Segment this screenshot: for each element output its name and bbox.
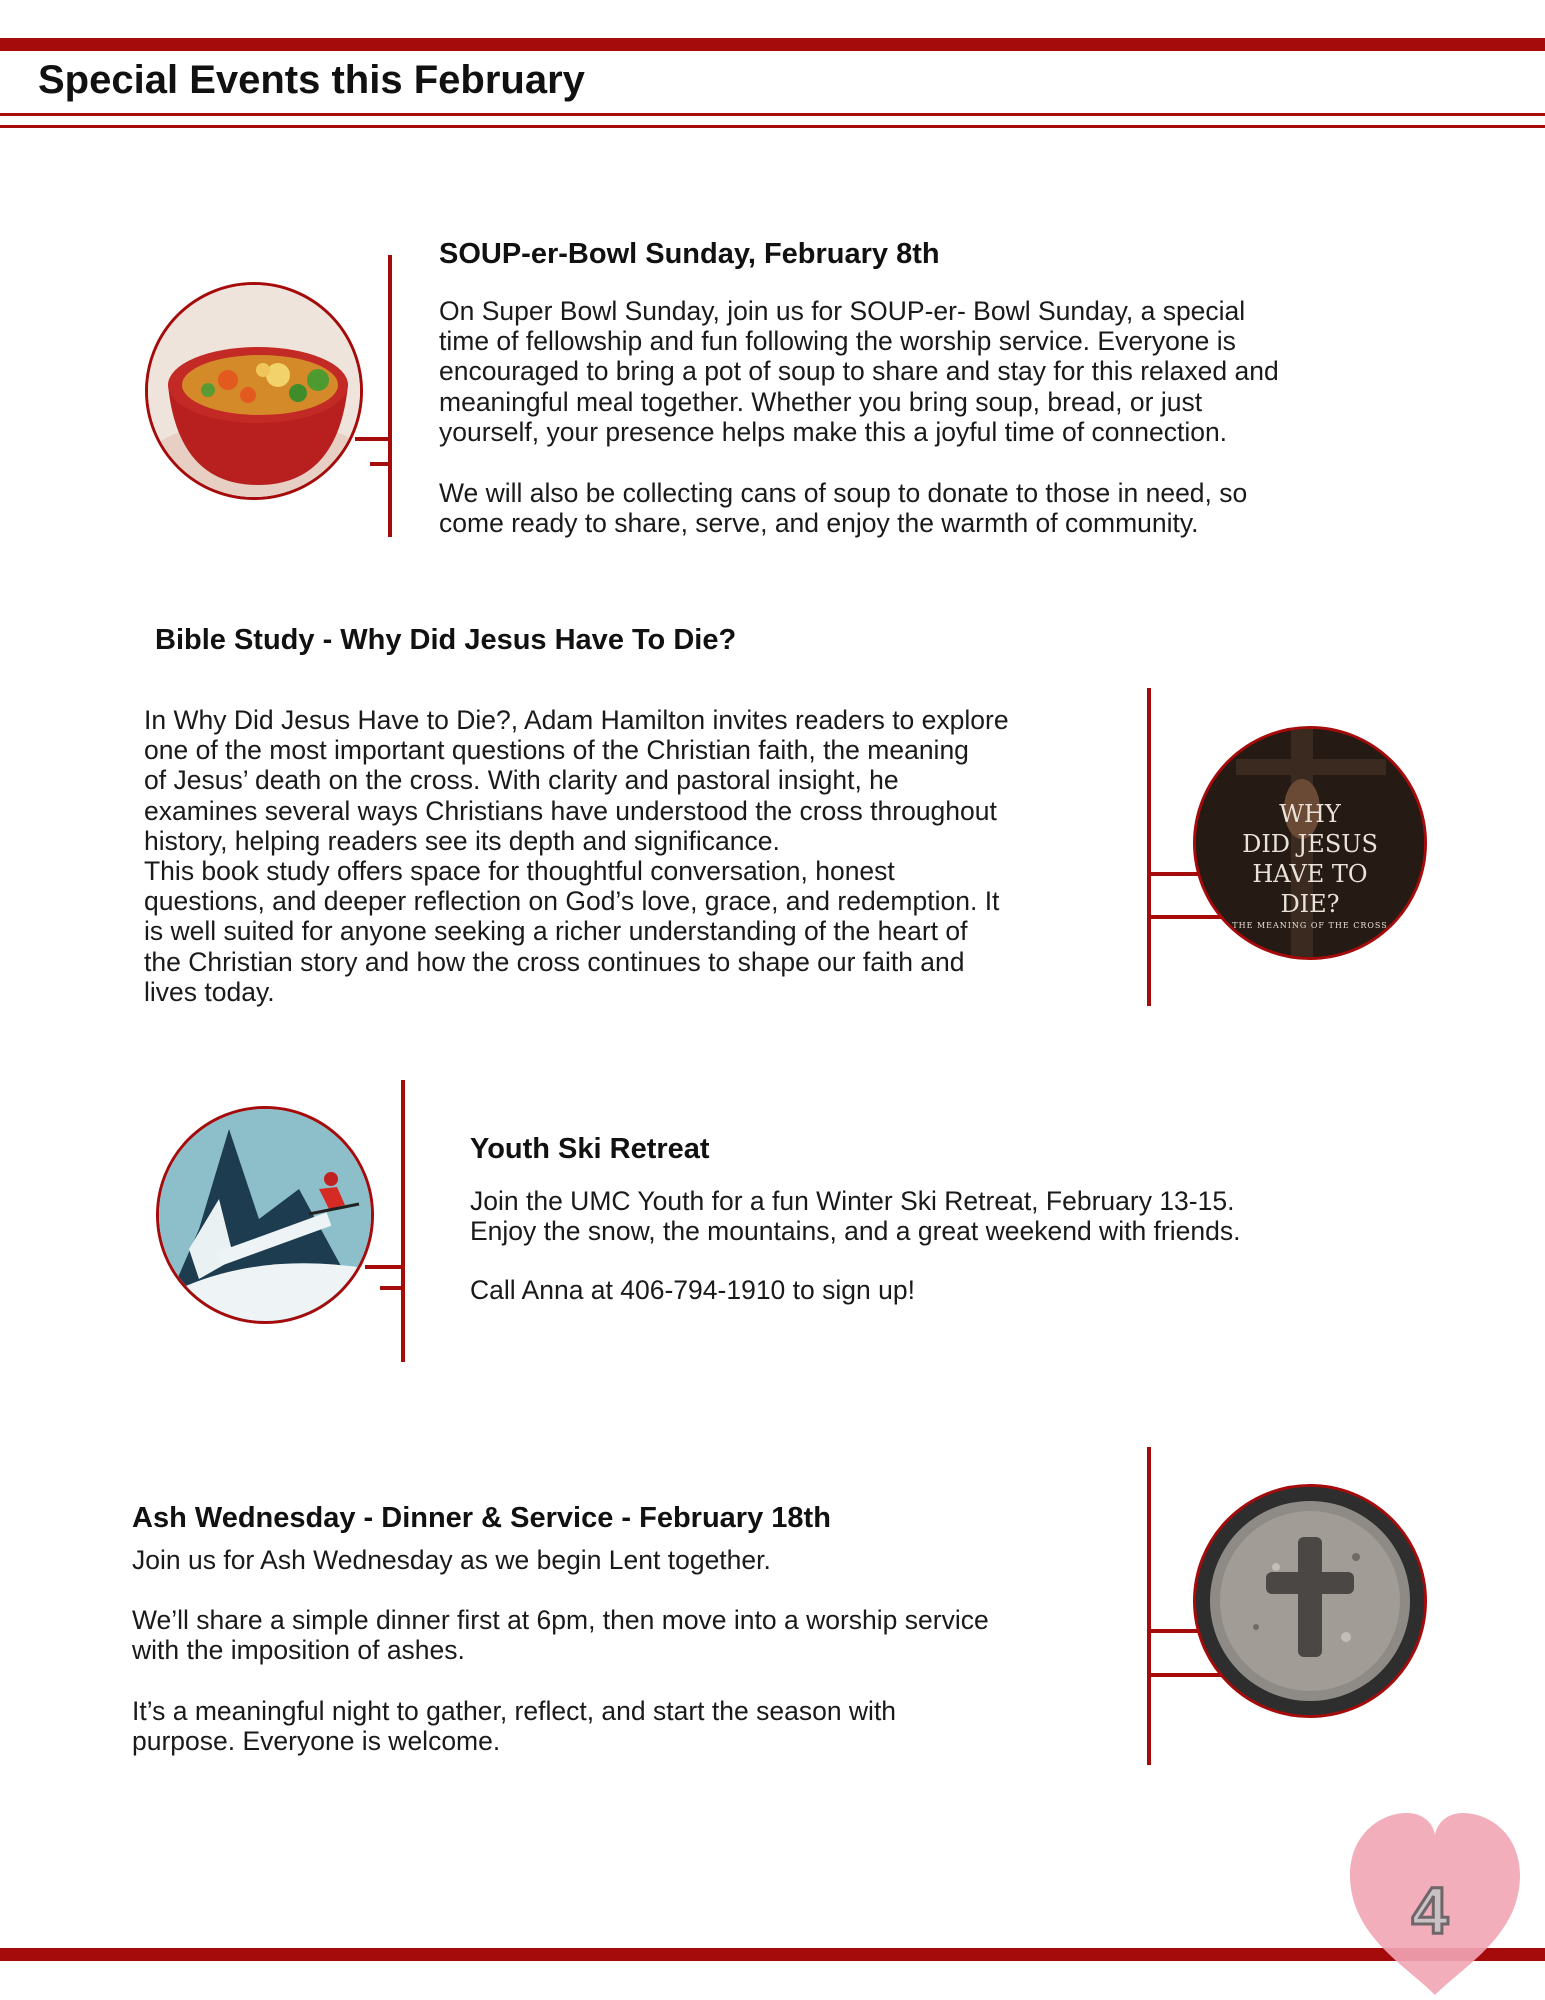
ski-timeline-line [401, 1080, 405, 1362]
page-number: 4 [1411, 1873, 1449, 1947]
header-top-bar [0, 38, 1545, 51]
soup-connector-1 [355, 437, 390, 441]
ash-cross-image [1193, 1484, 1427, 1718]
ski-title: Youth Ski Retreat [470, 1133, 710, 1165]
page-title: Special Events this February [38, 58, 585, 102]
soup-timeline-line [388, 255, 392, 537]
ash-connector-2 [1149, 1673, 1224, 1677]
header-rule-2 [0, 125, 1545, 128]
ash-paragraph-2: We’ll share a simple dinner first at 6pm, then move into a worship service with the imposition of ashes. [132, 1605, 989, 1666]
soup-title: SOUP-er-Bowl Sunday, February 8th [439, 238, 940, 270]
ski-image [156, 1106, 374, 1324]
ash-title: Ash Wednesday - Dinner & Service - February 18th [132, 1502, 831, 1534]
footer-bar [0, 1948, 1545, 1961]
bible-connector-1 [1149, 872, 1199, 876]
soup-paragraph-1: On Super Bowl Sunday, join us for SOUP-er- Bowl Sunday, a special time of fellowship and fun following the worship service. Everyone is encouraged to bring a pot of soup to share and stay for this relaxed and meaningful meal together. Whether you bring soup, bread, or just yourself, your presence helps make this a joyful time of connection. [439, 296, 1279, 447]
bible-title: Bible Study - Why Did Jesus Have To Die? [155, 624, 737, 656]
soup-connector-2 [370, 462, 390, 466]
ash-paragraph-3: It’s a meaningful night to gather, reflect, and start the season with purpose. Everyone is welcome. [132, 1696, 897, 1757]
bible-cover-line1: WHY [1279, 800, 1341, 828]
bible-timeline-line [1147, 688, 1151, 1006]
soup-paragraph-2: We will also be collecting cans of soup to donate to those in need, so come ready to share, serve, and enjoy the warmth of community. [439, 478, 1248, 539]
bible-book-cover-image [1193, 726, 1427, 960]
ski-connector-1 [365, 1265, 403, 1269]
bible-body: In Why Did Jesus Have to Die?, Adam Hamilton invites readers to explore one of the most important questions of the Christian faith, the meaning of Jesus’ death on the cross. With clarity and pastoral insight, he examines several ways Christians have understood the cross throughout history, helping readers see its depth and significance. This book study offers space for thoughtful conversation, honest questions, and deeper reflection on God’s love, grace, and redemption. It is well suited for anyone seeking a richer understanding of the heart of the Christian story and how the cross continues to shape our faith and lives today. [144, 705, 1009, 1007]
ski-connector-2 [380, 1286, 403, 1290]
bible-cover-subtitle: THE MEANING OF THE CROSS [1232, 921, 1388, 930]
ski-paragraph-2: Call Anna at 406-794-1910 to sign up! [470, 1275, 915, 1305]
bible-cover-line3: HAVE TO [1252, 860, 1368, 888]
bible-cover-line2: DID JESUS [1242, 830, 1378, 858]
ash-paragraph-1: Join us for Ash Wednesday as we begin Lent together. [132, 1545, 771, 1575]
header-rule-1 [0, 113, 1545, 116]
ash-timeline-line [1147, 1447, 1151, 1765]
ski-paragraph-1: Join the UMC Youth for a fun Winter Ski Retreat, February 13-15. Enjoy the snow, the mountains, and a great weekend with friends. [470, 1186, 1241, 1247]
ash-connector-1 [1149, 1629, 1199, 1633]
soup-image [145, 282, 363, 500]
bible-cover-line4: DIE? [1280, 890, 1340, 918]
